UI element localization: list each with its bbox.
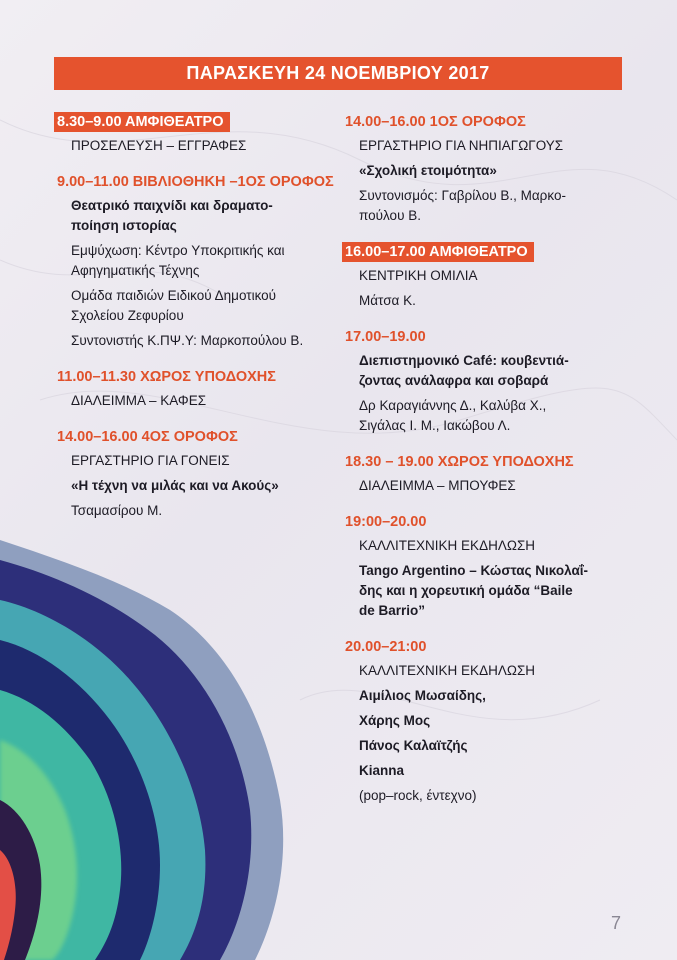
entry-time: 19:00–20.00 — [345, 514, 427, 530]
entry-line: Συντονιστής Κ.ΠΨ.Υ: Μαρκοπούλου Β. — [71, 333, 304, 348]
schedule-entry — [345, 327, 630, 436]
entry-line: Συντονισμός: Γαβρίλου Β., Μαρκο- — [359, 188, 566, 203]
entry-time: 18.30 – 19.00 ΧΩΡΟΣ ΥΠΟΔΟΧΗΣ — [345, 454, 574, 470]
entry-title: de Barrio” — [359, 603, 426, 618]
entry-line: ΕΡΓΑΣΤΗΡΙΟ ΓΙΑ ΓΟΝΕΙΣ — [71, 453, 230, 468]
schedule-entry — [345, 452, 630, 496]
entry-time: 17.00–19.00 — [345, 329, 426, 345]
entry-line: Σχολείου Ζεφυρίου — [71, 308, 184, 323]
schedule-entry — [57, 367, 332, 411]
entry-line: Τσαμασίρου Μ. — [71, 503, 163, 518]
entry-title: «Η τέχνη να μιλάς και να Ακούς» — [71, 478, 279, 493]
entry-title: Tango Argentino – Κώστας Νικολαΐ- — [359, 563, 589, 578]
entry-line: ΠΡΟΣΕΛΕΥΣΗ – ΕΓΓΡΑΦΕΣ — [71, 138, 247, 153]
schedule-entry — [345, 637, 630, 806]
entry-time: 8.30–9.00 ΑΜΦΙΘΕΑΤΡΟ — [54, 112, 230, 132]
schedule-entry — [345, 112, 630, 226]
entry-title: ζοντας ανάλαφρα και σοβαρά — [359, 373, 549, 388]
entry-line: ΔΙΑΛΕΙΜΜΑ – ΜΠΟΥΦΕΣ — [359, 478, 516, 493]
page-title: ΠΑΡΑΣΚΕΥΗ 24 ΝΟΕΜΒΡΙΟΥ 2017 — [54, 57, 622, 90]
entry-time: 11.00–11.30 ΧΩΡΟΣ ΥΠΟΔΟΧΗΣ — [57, 369, 276, 385]
entry-title: Χάρης Μος — [359, 713, 431, 728]
entry-line: Εμψύχωση: Κέντρο Υποκριτικής και — [71, 243, 285, 258]
entry-line: Αφηγηματικής Τέχνης — [71, 263, 200, 278]
entry-line: Ομάδα παιδιών Ειδικού Δημοτικού — [71, 288, 277, 303]
entry-line: ΔΙΑΛΕΙΜΜΑ – ΚΑΦΕΣ — [71, 393, 207, 408]
entry-line: Δρ Καραγιάννης Δ., Καλύβα Χ., — [359, 398, 547, 413]
entry-line: (pop–rock, έντεχνο) — [359, 788, 477, 803]
entry-line: Σιγάλας Ι. Μ., Ιακώβου Λ. — [359, 418, 511, 433]
entry-line: ΚΑΛΛΙΤΕΧΝΙΚΗ ΕΚΔΗΛΩΣΗ — [359, 663, 536, 678]
schedule-entry — [345, 242, 630, 311]
entry-time: 14.00–16.00 4ΟΣ ΟΡΟΦΟΣ — [57, 429, 238, 445]
entry-title: ποίηση ιστορίας — [71, 218, 177, 233]
entry-title: Kianna — [359, 763, 405, 778]
schedule-entry — [57, 112, 332, 156]
entry-line: Μάτσα Κ. — [359, 293, 416, 308]
entry-time: 14.00–16.00 1ΟΣ ΟΡΟΦΟΣ — [345, 114, 526, 130]
entry-title: Πάνος Καλαϊτζής — [359, 738, 468, 753]
entry-title: Διεπιστημονικό Café: κουβεντιά- — [359, 353, 569, 368]
schedule-left-column — [57, 112, 332, 537]
entry-title: δης και η χορευτική ομάδα “Baile — [359, 583, 573, 598]
entry-time: 20.00–21:00 — [345, 639, 427, 655]
entry-line: ΚΑΛΛΙΤΕΧΝΙΚΗ ΕΚΔΗΛΩΣΗ — [359, 538, 536, 553]
entry-time: 16.00–17.00 ΑΜΦΙΘΕΑΤΡΟ — [342, 242, 534, 262]
entry-line: ΚΕΝΤΡΙΚΗ ΟΜΙΛΙΑ — [359, 268, 478, 283]
page-number: 7 — [610, 913, 621, 933]
entry-line: ΕΡΓΑΣΤΗΡΙΟ ΓΙΑ ΝΗΠΙΑΓΩΓΟΥΣ — [359, 138, 564, 153]
schedule-entry — [345, 512, 630, 621]
entry-title: Αιμίλιος Μωσαίδης, — [359, 688, 486, 703]
entry-time: 9.00–11.00 ΒΙΒΛΙΟΘΗΚΗ –1ΟΣ ΟΡΟΦΟΣ — [57, 174, 334, 190]
entry-title: Θεατρικό παιχνίδι και δραματο- — [71, 198, 273, 213]
entry-line: πούλου Β. — [359, 208, 421, 223]
entry-title: «Σχολική ετοιμότητα» — [359, 163, 497, 178]
agate-stone — [0, 540, 283, 960]
schedule-entry — [57, 172, 332, 351]
schedule-right-column — [345, 112, 630, 822]
schedule-entry — [57, 427, 332, 521]
